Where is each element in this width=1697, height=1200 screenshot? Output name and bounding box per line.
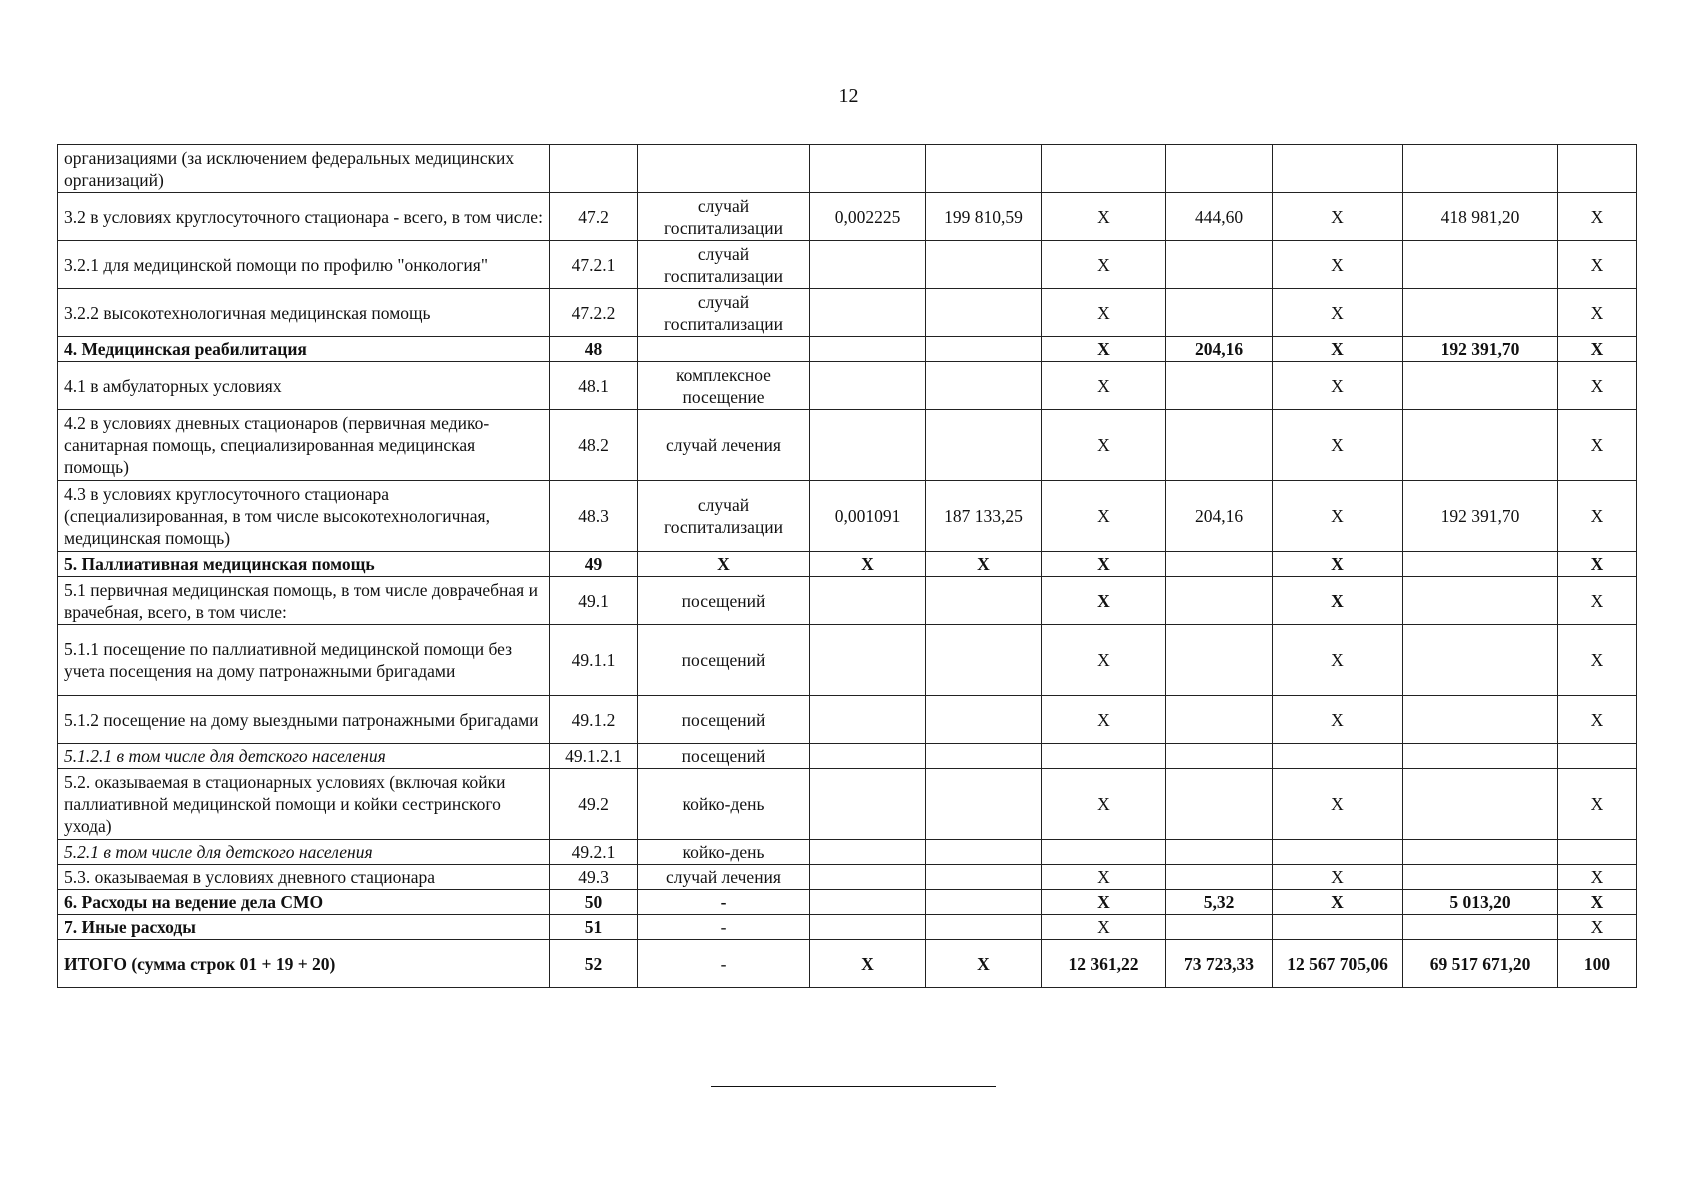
cell-per-capita-budget — [1042, 744, 1166, 769]
cell-amount-oms — [1403, 241, 1558, 289]
cell-per-capita-oms — [1166, 289, 1273, 337]
cell-per-capita-budget: X — [1042, 481, 1166, 552]
cell-row-name: 3.2 в условиях круглосуточного стационара - всего, в том числе: — [58, 193, 550, 241]
cell-amount-budget: X — [1273, 552, 1403, 577]
cell-cost-norm — [926, 769, 1042, 840]
cell-amount-oms: 192 391,70 — [1403, 481, 1558, 552]
cell-amount-budget: X — [1273, 241, 1403, 289]
cell-row-code: 51 — [550, 915, 638, 940]
cell-row-code: 47.2.2 — [550, 289, 638, 337]
table-row — [58, 890, 1637, 915]
cell-cost-norm — [926, 915, 1042, 940]
cell-row-name: 5.3. оказываемая в условиях дневного стационара — [58, 865, 550, 890]
cell-amount-oms — [1403, 289, 1558, 337]
cell-amount-budget: X — [1273, 890, 1403, 915]
cell-per-capita-oms — [1166, 577, 1273, 625]
cell-percent: X — [1558, 410, 1637, 481]
cell-amount-oms — [1403, 410, 1558, 481]
cell-volume-norm: X — [810, 552, 926, 577]
cell-amount-oms — [1403, 145, 1558, 193]
cell-percent — [1558, 145, 1637, 193]
cell-amount-budget: X — [1273, 289, 1403, 337]
cell-percent — [1558, 840, 1637, 865]
cell-percent: X — [1558, 552, 1637, 577]
cell-volume-norm — [810, 289, 926, 337]
table-row — [58, 552, 1637, 577]
cell-row-name: 3.2.1 для медицинской помощи по профилю "онкология" — [58, 241, 550, 289]
cell-row-code: 47.2 — [550, 193, 638, 241]
cell-per-capita-budget: X — [1042, 337, 1166, 362]
cell-unit: случай госпитализации — [638, 241, 810, 289]
cell-row-name: 4. Медицинская реабилитация — [58, 337, 550, 362]
cell-row-name: 5.1 первичная медицинская помощь, в том числе доврачебная и врачебная, всего, в том числе: — [58, 577, 550, 625]
cell-per-capita-budget: 12 361,22 — [1042, 940, 1166, 988]
cell-row-code: 49 — [550, 552, 638, 577]
cell-unit — [638, 145, 810, 193]
cell-unit — [638, 337, 810, 362]
cell-volume-norm — [810, 840, 926, 865]
cell-per-capita-budget: X — [1042, 193, 1166, 241]
cell-percent: X — [1558, 769, 1637, 840]
cell-amount-oms — [1403, 840, 1558, 865]
cell-cost-norm — [926, 241, 1042, 289]
cell-unit: - — [638, 890, 810, 915]
cell-amount-oms — [1403, 362, 1558, 410]
cell-cost-norm — [926, 696, 1042, 744]
cell-per-capita-budget: X — [1042, 410, 1166, 481]
cell-percent: X — [1558, 337, 1637, 362]
cell-cost-norm — [926, 744, 1042, 769]
cell-percent: X — [1558, 241, 1637, 289]
cell-unit: посещений — [638, 577, 810, 625]
cell-row-name: 5.1.2.1 в том числе для детского населения — [58, 744, 550, 769]
cell-volume-norm: 0,001091 — [810, 481, 926, 552]
table-row — [58, 410, 1637, 481]
cell-amount-budget: 12 567 705,06 — [1273, 940, 1403, 988]
cell-row-name: 4.3 в условиях круглосуточного стационара (специализированная, в том числе высокотехнологичная, медицинская помощь) — [58, 481, 550, 552]
cell-volume-norm — [810, 410, 926, 481]
cell-cost-norm — [926, 890, 1042, 915]
cell-cost-norm: 187 133,25 — [926, 481, 1042, 552]
cell-per-capita-oms — [1166, 241, 1273, 289]
cell-row-name: 5.2. оказываемая в стационарных условиях (включая койки паллиативной медицинской помощи и койки сестринского ухода) — [58, 769, 550, 840]
cell-amount-budget: X — [1273, 625, 1403, 696]
cell-per-capita-oms — [1166, 145, 1273, 193]
cell-amount-oms — [1403, 744, 1558, 769]
cell-per-capita-oms: 73 723,33 — [1166, 940, 1273, 988]
cell-per-capita-budget: X — [1042, 890, 1166, 915]
cell-per-capita-oms: 204,16 — [1166, 481, 1273, 552]
cell-row-code: 47.2.1 — [550, 241, 638, 289]
table-row — [58, 840, 1637, 865]
table-row — [58, 865, 1637, 890]
footer-rule — [711, 1086, 996, 1087]
cell-unit: посещений — [638, 625, 810, 696]
cell-volume-norm — [810, 744, 926, 769]
cell-row-name: 4.2 в условиях дневных стационаров (первичная медико-санитарная помощь, специализированная медицинская помощь) — [58, 410, 550, 481]
table-row — [58, 289, 1637, 337]
cell-row-name: 6. Расходы на ведение дела СМО — [58, 890, 550, 915]
cell-per-capita-oms — [1166, 552, 1273, 577]
cell-row-code: 48 — [550, 337, 638, 362]
cell-percent: X — [1558, 481, 1637, 552]
cell-per-capita-budget: X — [1042, 696, 1166, 744]
cell-unit: койко-день — [638, 840, 810, 865]
cell-unit: случай госпитализации — [638, 289, 810, 337]
cell-row-code: 49.1 — [550, 577, 638, 625]
cell-cost-norm: 199 810,59 — [926, 193, 1042, 241]
cell-volume-norm — [810, 625, 926, 696]
cell-volume-norm: 0,002225 — [810, 193, 926, 241]
cell-per-capita-budget: X — [1042, 552, 1166, 577]
cell-amount-budget: X — [1273, 193, 1403, 241]
cell-unit: посещений — [638, 696, 810, 744]
cell-percent: X — [1558, 696, 1637, 744]
cell-amount-oms — [1403, 625, 1558, 696]
cell-per-capita-oms — [1166, 410, 1273, 481]
cell-percent: X — [1558, 362, 1637, 410]
cell-volume-norm — [810, 577, 926, 625]
cell-volume-norm — [810, 145, 926, 193]
cell-percent: X — [1558, 625, 1637, 696]
cell-per-capita-oms — [1166, 915, 1273, 940]
cell-amount-oms — [1403, 915, 1558, 940]
cell-cost-norm: X — [926, 940, 1042, 988]
cell-per-capita-budget: X — [1042, 769, 1166, 840]
cell-amount-budget: X — [1273, 865, 1403, 890]
cell-unit: - — [638, 940, 810, 988]
table-row — [58, 337, 1637, 362]
cell-percent: X — [1558, 890, 1637, 915]
cell-per-capita-budget: X — [1042, 362, 1166, 410]
cell-per-capita-oms — [1166, 696, 1273, 744]
cell-amount-budget: X — [1273, 769, 1403, 840]
cell-per-capita-budget: X — [1042, 241, 1166, 289]
cell-percent — [1558, 744, 1637, 769]
cell-row-name: 3.2.2 высокотехнологичная медицинская помощь — [58, 289, 550, 337]
cell-row-code: 49.1.2.1 — [550, 744, 638, 769]
cell-amount-budget: X — [1273, 337, 1403, 362]
cell-per-capita-budget: X — [1042, 577, 1166, 625]
cell-amount-oms — [1403, 769, 1558, 840]
cell-row-name: 5.1.1 посещение по паллиативной медицинской помощи без учета посещения на дому патронажными бригадами — [58, 625, 550, 696]
cell-amount-budget: X — [1273, 481, 1403, 552]
cell-percent: X — [1558, 577, 1637, 625]
cell-amount-budget: X — [1273, 696, 1403, 744]
table-row — [58, 241, 1637, 289]
cell-row-name: 4.1 в амбулаторных условиях — [58, 362, 550, 410]
table-row — [58, 625, 1637, 696]
cell-unit: - — [638, 915, 810, 940]
cell-unit: случай госпитализации — [638, 193, 810, 241]
cell-per-capita-oms — [1166, 744, 1273, 769]
cell-row-code: 52 — [550, 940, 638, 988]
cell-per-capita-oms — [1166, 625, 1273, 696]
cell-percent: X — [1558, 289, 1637, 337]
cell-row-code: 49.2.1 — [550, 840, 638, 865]
table-row — [58, 362, 1637, 410]
cell-row-code — [550, 145, 638, 193]
table-row — [58, 577, 1637, 625]
cell-cost-norm — [926, 145, 1042, 193]
cell-cost-norm — [926, 289, 1042, 337]
cell-unit: койко-день — [638, 769, 810, 840]
cell-cost-norm — [926, 337, 1042, 362]
cell-row-code: 48.3 — [550, 481, 638, 552]
cell-row-code: 48.2 — [550, 410, 638, 481]
cell-row-name: ИТОГО (сумма строк 01 + 19 + 20) — [58, 940, 550, 988]
cell-row-name: 5.2.1 в том числе для детского населения — [58, 840, 550, 865]
cell-amount-oms — [1403, 696, 1558, 744]
cell-per-capita-oms — [1166, 840, 1273, 865]
cell-row-code: 49.1.1 — [550, 625, 638, 696]
cell-unit: случай госпитализации — [638, 481, 810, 552]
cell-percent: X — [1558, 865, 1637, 890]
cell-per-capita-budget: X — [1042, 915, 1166, 940]
cell-amount-oms: 5 013,20 — [1403, 890, 1558, 915]
cell-volume-norm — [810, 865, 926, 890]
page-number: 12 — [838, 85, 859, 107]
cell-per-capita-oms — [1166, 362, 1273, 410]
cell-percent: 100 — [1558, 940, 1637, 988]
cell-volume-norm: X — [810, 940, 926, 988]
cell-percent: X — [1558, 193, 1637, 241]
cell-volume-norm — [810, 890, 926, 915]
cell-amount-budget: X — [1273, 577, 1403, 625]
cell-cost-norm — [926, 410, 1042, 481]
cell-amount-oms — [1403, 865, 1558, 890]
cell-per-capita-budget: X — [1042, 289, 1166, 337]
cell-amount-oms — [1403, 552, 1558, 577]
cell-unit: случай лечения — [638, 410, 810, 481]
cell-unit: случай лечения — [638, 865, 810, 890]
table-row — [58, 769, 1637, 840]
cell-volume-norm — [810, 362, 926, 410]
cell-cost-norm — [926, 865, 1042, 890]
table-row — [58, 145, 1637, 193]
cell-volume-norm — [810, 241, 926, 289]
cell-row-code: 49.2 — [550, 769, 638, 840]
cell-cost-norm — [926, 577, 1042, 625]
cell-amount-budget: X — [1273, 410, 1403, 481]
table-row — [58, 696, 1637, 744]
cell-volume-norm — [810, 337, 926, 362]
cell-amount-budget — [1273, 915, 1403, 940]
table-row — [58, 744, 1637, 769]
cell-per-capita-oms: 444,60 — [1166, 193, 1273, 241]
cell-row-name: 5.1.2 посещение на дому выездными патронажными бригадами — [58, 696, 550, 744]
cell-per-capita-oms — [1166, 769, 1273, 840]
cell-per-capita-budget — [1042, 145, 1166, 193]
cell-per-capita-oms: 5,32 — [1166, 890, 1273, 915]
cell-amount-oms — [1403, 577, 1558, 625]
table-row — [58, 193, 1637, 241]
cell-row-code: 50 — [550, 890, 638, 915]
cell-row-code: 48.1 — [550, 362, 638, 410]
cell-amount-oms: 192 391,70 — [1403, 337, 1558, 362]
cell-per-capita-oms — [1166, 865, 1273, 890]
cell-volume-norm — [810, 696, 926, 744]
cell-cost-norm: X — [926, 552, 1042, 577]
cell-cost-norm — [926, 840, 1042, 865]
cell-row-name: 7. Иные расходы — [58, 915, 550, 940]
cell-percent: X — [1558, 915, 1637, 940]
cell-amount-budget — [1273, 145, 1403, 193]
cell-per-capita-oms: 204,16 — [1166, 337, 1273, 362]
cell-per-capita-budget: X — [1042, 625, 1166, 696]
financing-table — [57, 144, 1637, 988]
cell-volume-norm — [810, 915, 926, 940]
cell-amount-budget — [1273, 840, 1403, 865]
table-row — [58, 915, 1637, 940]
cell-per-capita-budget — [1042, 840, 1166, 865]
cell-unit: X — [638, 552, 810, 577]
cell-amount-budget: X — [1273, 362, 1403, 410]
cell-amount-oms: 418 981,20 — [1403, 193, 1558, 241]
table-body — [58, 145, 1637, 988]
table-row — [58, 481, 1637, 552]
cell-cost-norm — [926, 625, 1042, 696]
cell-per-capita-budget: X — [1042, 865, 1166, 890]
cell-row-name: организациями (за исключением федеральных медицинских организаций) — [58, 145, 550, 193]
cell-volume-norm — [810, 769, 926, 840]
cell-amount-oms: 69 517 671,20 — [1403, 940, 1558, 988]
cell-cost-norm — [926, 362, 1042, 410]
cell-unit: комплексное посещение — [638, 362, 810, 410]
cell-row-code: 49.1.2 — [550, 696, 638, 744]
cell-amount-budget — [1273, 744, 1403, 769]
cell-row-name: 5. Паллиативная медицинская помощь — [58, 552, 550, 577]
cell-unit: посещений — [638, 744, 810, 769]
table-row — [58, 940, 1637, 988]
cell-row-code: 49.3 — [550, 865, 638, 890]
